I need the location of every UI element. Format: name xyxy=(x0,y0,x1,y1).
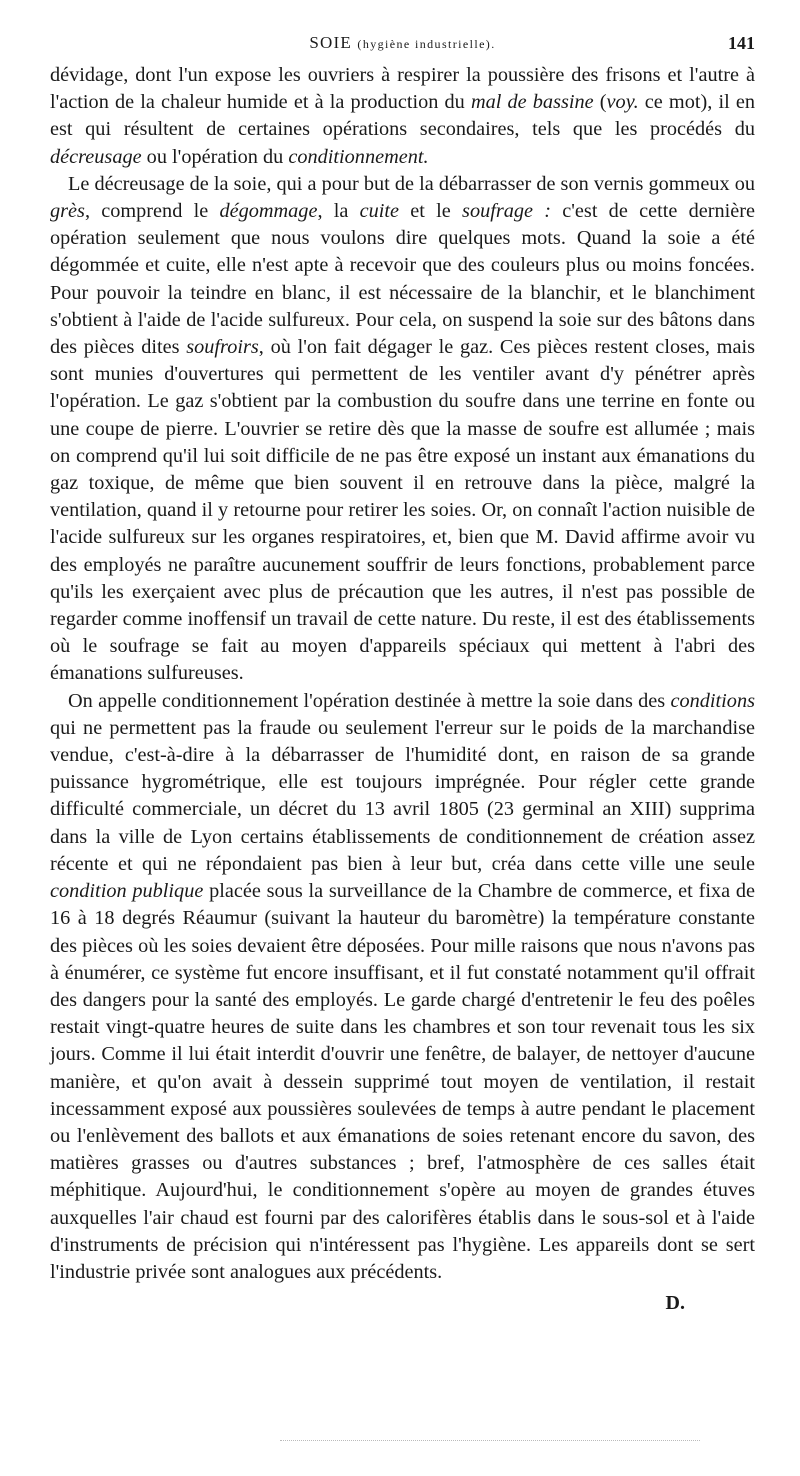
italic-term: conditions xyxy=(670,689,755,712)
bottom-rule xyxy=(280,1440,700,1443)
running-head xyxy=(50,26,755,60)
text-run: Le décreusage de la soie, qui a pour but de la débarrasser de son vernis gommeux ou xyxy=(68,172,755,195)
text-run: qui ne permettent pas la fraude ou seulement l'erreur sur le poids de la marchandise vendue, c'est-à-dire à la débarrasser de l'humidité dont, en raison de sa grande puissance hygrométrique, elle est toujours imprégnée. Pour régler cette grande difficulté commerciale, un décret du 13 avril 1805 (23 germinal an XIII) supprima dans la ville de Lyon certains établissements de conditionnement de création assez récente et qui ne répondaient pas bien à leur but, créa dans cette ville une seule xyxy=(50,716,755,875)
italic-term: dégommage xyxy=(219,200,318,223)
text-run: , la xyxy=(317,200,360,223)
text-run: dévidage, dont l'un expose les ouvriers à respirer la poussière des frisons et l'autre à l'action de la chaleur humide et à la production du xyxy=(50,64,755,114)
text-run: et le xyxy=(399,200,463,223)
text-run: , où l'on fait dégager le gaz. Ces pièces restent closes, mais sont munies d'ouvertures qui permettent de les ventiler avant d'y pénétrer après l'opération. Le gaz s'obtient par la combustion du soufre dans une terrine en fonte ou une coupe de pierre. L'ouvrier se retire dès que la masse de soufre est allumée ; mais on comprend qu'il lui soit difficile de ne pas être exposé un instant aux émanations du gaz toxique, de même que bien souvent il en retrouve dans la pièce, malgré la ventilation, quand il y retourne pour retirer les soies. Or, on connaît l'action nuisible de l'acide sulfureux sur les organes respiratoires, et, bien que M. David affirme avoir vu des employés ne paraître aucunement souffrir de leurs fonctions, probablement parce qu'ils les exerçaient avec plus de précaution que les autres, il n'est pas possible de regarder comme inoffensif un travail de cette nature. Du reste, il est des établissements où le soufrage se fait au moyen d'appareils spéciaux qui mettent à l'abri des émanations sulfureuses. xyxy=(50,336,755,685)
text-run: ( xyxy=(593,91,607,114)
italic-term: mal de bassine xyxy=(470,91,594,114)
page-title xyxy=(50,26,755,61)
italic-term: décreusage xyxy=(50,145,142,168)
italic-term: voy. xyxy=(606,91,639,114)
paragraph-p2 xyxy=(50,171,755,688)
text-run: ou l'opération du xyxy=(141,145,289,168)
italic-term: cuite xyxy=(359,200,400,223)
text-run: c'est de cette dernière opération seulement que nous voulons dire quelques mots. Quand la soie a été dégommée et cuite, elle n'est apte à recevoir que des couleurs plus ou moins foncées. Pour pouvoir la teindre en blanc, il est nécessaire de la blanchir, et le blanchiment s'obtient à l'aide de l'acide sulfureux. Pour cela, on suspend la soie sur des bâtons dans des pièces dites xyxy=(50,200,756,359)
document-page xyxy=(50,26,755,1317)
article-title: SOIE xyxy=(309,33,352,52)
page-number: 141 xyxy=(728,33,755,53)
italic-term: grès xyxy=(50,200,85,223)
italic-term: conditionnement. xyxy=(288,145,429,168)
text-run: , comprend le xyxy=(84,200,220,223)
paragraph-p3 xyxy=(50,688,755,1286)
text-run: ce mot), il en est qui résultent de certaines opérations secondaires, tels que les procédés du xyxy=(50,91,756,141)
italic-term: condition publique xyxy=(50,880,204,903)
author-signature: D. xyxy=(665,1292,685,1315)
italic-term: soufroirs xyxy=(186,336,259,359)
body-text xyxy=(50,62,755,1286)
text-run: On appelle conditionnement l'opération destinée à mettre la soie dans des xyxy=(68,689,671,712)
article-subtitle: (hygiène industrielle). xyxy=(357,37,496,51)
text-run: placée sous la surveillance de la Chambre de commerce, et fixa de 16 à 18 degrés Réaumur (suivant la hauteur du baromètre) la température constante des pièces où les soies devaient être déposées. Pour mille raisons que nous n'avons pas à énumérer, ce système fut encore insuffisant, et il fut constaté notamment qu'il offrait des dangers pour la santé des employés. Le garde chargé d'entretenir le feu des poêles restait vingt-quatre heures de suite dans les chambres et son tour revenait tous les six jours. Comme il lui était interdit d'ouvrir une fenêtre, de balayer, de nettoyer d'aucune manière, et qu'on avait à dessein supprimé tout moyen de ventilation, il restait incessamment exposé aux poussières soulevées de temps à autre pendant le placement ou l'enlèvement des ballots et aux émanations de soies retenant encore du savon, des matières grasses ou d'autres substances ; bref, l'atmosphère de ces salles était méphitique. Aujourd'hui, le conditionnement s'opère au moyen de grandes étuves auxquelles l'air chaud est fourni par des calorifères établis dans le sous-sol et à l'aide d'instruments de précision qui n'intéressent pas l'hygiène. Les appareils dont se sert l'industrie privée sont analogues aux précédents. xyxy=(50,880,755,1283)
italic-term: soufrage : xyxy=(462,200,552,223)
paragraph-p1 xyxy=(50,62,755,171)
